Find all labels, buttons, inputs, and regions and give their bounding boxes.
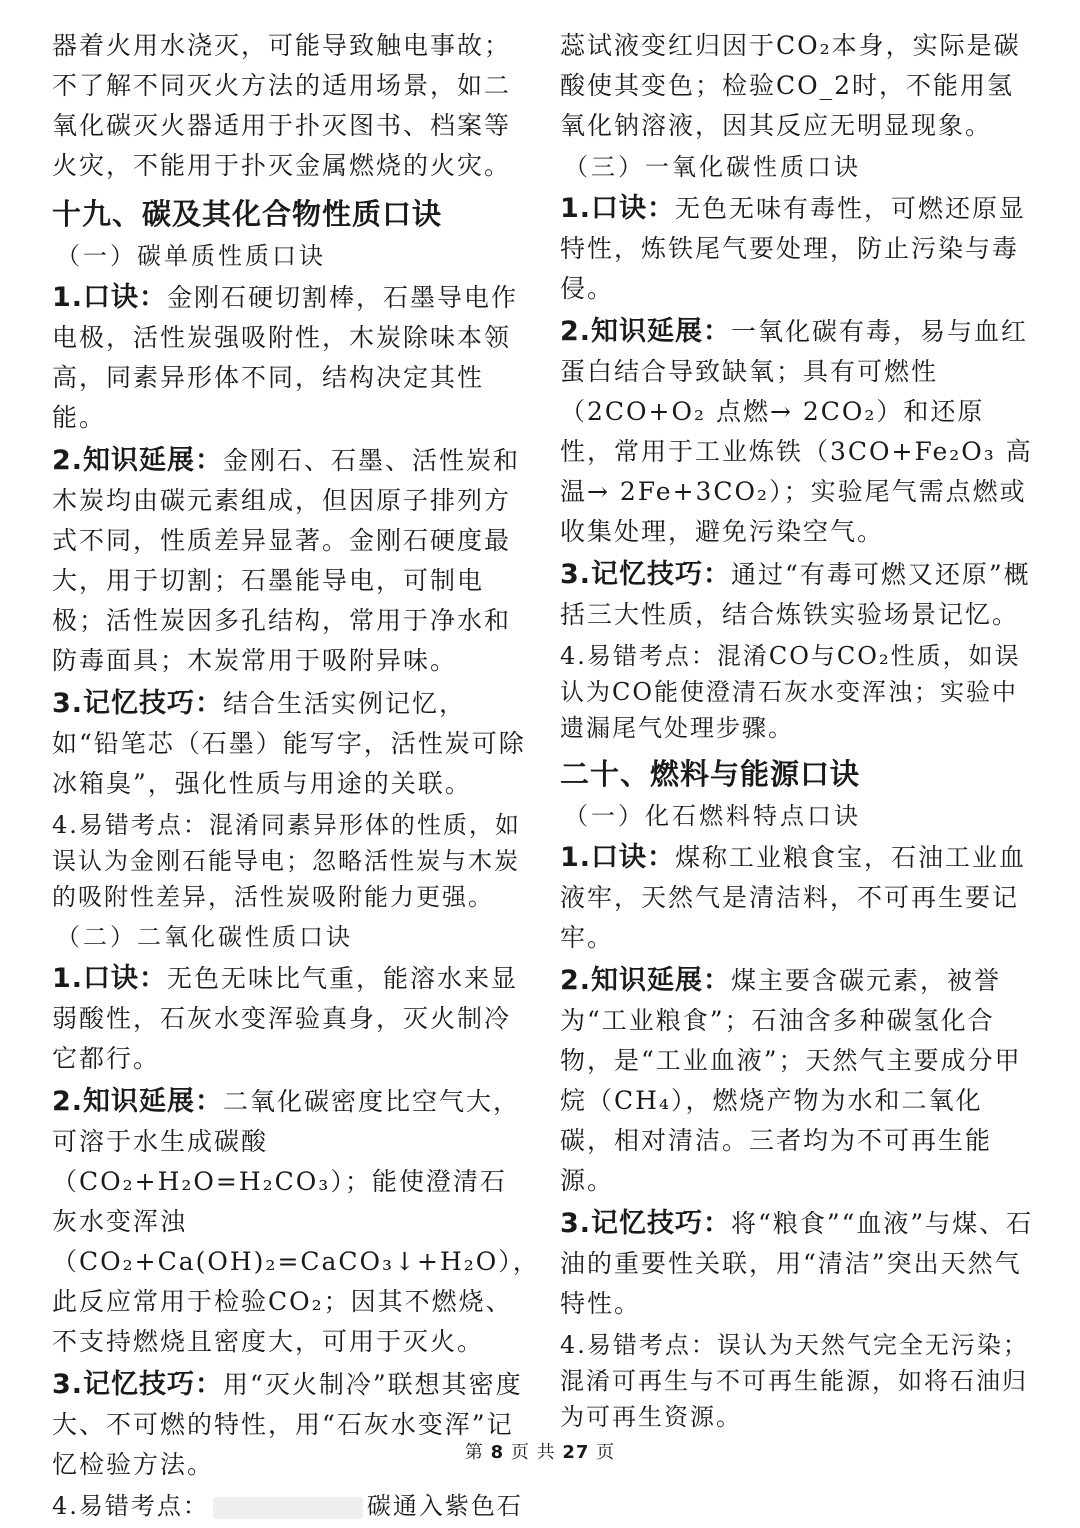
right-column [560,26,1036,1439]
memory-tip-paragraph [560,1204,1036,1324]
mnemonic-text: 煤称工业粮食宝，石油工业血液牢，天然气是清洁料，不可再生要记牢。 [560,843,1027,952]
knowledge-label: 2.知识延展： [560,316,732,347]
redacted-text [213,1497,363,1519]
memory-tip-paragraph [560,555,1036,635]
mnemonic-label: 1.口诀： [52,282,168,313]
memory-tip-text: 通过“有毒可燃又还原”概括三大性质，结合炼铁实验场景记忆。 [560,560,1031,629]
section-title: 二十、燃料与能源口诀 [560,757,861,791]
knowledge-text: 金刚石、石墨、活性炭和木炭均由碳元素组成，但因原子排列方式不同，性质差异显著。金刚石硬度最大，用于切割；石墨能导电，可制电极；活性炭因多孔结构，常用于净水和防毒面具；木炭常用于吸附异味。 [52,446,521,675]
subsection-title: （二）二氧化碳性质口诀 [56,923,353,951]
mnemonic-text: 无色无味比气重，能溶水来显弱酸性，石灰水变浑验真身，灭火制冷它都行。 [52,964,519,1073]
pitfall-paragraph: 4.易错考点：误认为天然气完全无污染；混淆可再生与不可再生能源，如将石油归为可再生资源。 [560,1331,1029,1431]
knowledge-paragraph [560,312,1036,552]
mnemonic-label: 1.口诀： [52,963,168,994]
footer-middle: 页 共 [510,1442,556,1463]
mnemonic-paragraph [560,838,1036,958]
pitfall-label: 4.易错考点： [52,1492,209,1520]
mnemonic-text: 金刚石硬切割棒，石墨导电作电极，活性炭强吸附性，木炭除味本领高，同素异形体不同，结构决定其性能。 [52,283,519,432]
memory-tip-text: 用“灭火制冷”联想其密度大、不可燃的特性，用“石灰水变浑”记忆检验方法。 [52,1370,523,1479]
memory-tip-paragraph [52,1365,528,1485]
knowledge-label: 2.知识延展： [52,1086,224,1117]
knowledge-paragraph [52,441,528,681]
memory-tip-label: 3.记忆技巧： [52,1369,224,1400]
knowledge-paragraph [560,961,1036,1201]
memory-tip-paragraph [52,684,528,804]
pitfall-paragraph: 4.易错考点：混淆CO与CO₂性质，如误认为CO能使澄清石灰水变浑浊；实验中遗漏尾气处理步骤。 [560,642,1021,742]
mnemonic-paragraph [560,189,1036,309]
knowledge-text: 二氧化碳密度比空气大，可溶于水生成碳酸（CO₂+H₂O=H₂CO₃）；能使澄清石灰水变浑浊（CO₂+Ca(OH)₂=CaCO₃↓+H₂O），此反应常用于检验CO₂；因其不燃烧、不支持燃烧且密度大，可用于灭火。 [52,1087,540,1356]
footer-suffix: 页 [596,1442,616,1463]
mnemonic-label: 1.口诀： [560,842,676,873]
subsection-title: （一）化石燃料特点口诀 [564,802,861,830]
mnemonic-paragraph [52,959,528,1079]
section-title: 十九、碳及其化合物性质口诀 [52,197,443,231]
carry-over-paragraph: 蕊试液变红归因于CO₂本身，实际是碳酸使其变色；检验CO_2时，不能用氢氧化钠溶液，因其反应无明显现象。 [560,31,1021,140]
page-footer [0,1438,1080,1464]
memory-tip-text: 结合生活实例记忆，如“铅笔芯（石墨）能写字，活性炭可除冰箱臭”，强化性质与用途的关联。 [52,689,526,798]
memory-tip-label: 3.记忆技巧： [560,559,732,590]
mnemonic-label: 1.口诀： [560,193,676,224]
mnemonic-paragraph [52,278,528,438]
total-page-count: 27 [562,1442,590,1463]
knowledge-label: 2.知识延展： [560,965,732,996]
memory-tip-text: 将“粮食”“血液”与煤、石油的重要性关联，用“清洁”突出天然气特性。 [560,1209,1034,1318]
pitfall-text: 碳通入紫色石 [366,1492,523,1520]
subsection-title: （一）碳单质性质口诀 [56,242,326,270]
mnemonic-text: 无色无味有毒性，可燃还原显特性，炼铁尾气要处理，防止污染与毒侵。 [560,194,1027,303]
knowledge-paragraph [52,1082,540,1362]
knowledge-label: 2.知识延展： [52,445,224,476]
knowledge-text: 一氧化碳有毒，易与血红蛋白结合导致缺氧；具有可燃性（2CO+O₂ 点燃→ 2CO₂）和还原性，常用于工业炼铁（3CO+Fe₂O₃ 高温→ 2Fe+3CO₂）；实验尾气需点燃或收集处理，避免污染空气。 [560,317,1033,546]
subsection-title: （三）一氧化碳性质口诀 [564,153,861,181]
memory-tip-label: 3.记忆技巧： [560,1208,732,1239]
pitfall-paragraph [52,1488,528,1524]
footer-prefix: 第 [464,1442,484,1463]
knowledge-text: 煤主要含碳元素，被誉为“工业粮食”；石油含多种碳氢化合物，是“工业血液”；天然气主要成分甲烷（CH₄），燃烧产物为水和二氧化碳，相对清洁。三者均为不可再生能源。 [560,966,1022,1195]
pitfall-paragraph: 4.易错考点：混淆同素异形体的性质，如误认为金刚石能导电；忽略活性炭与木炭的吸附性差异，活性炭吸附能力更强。 [52,811,521,911]
carry-over-paragraph: 器着火用水浇灭，可能导致触电事故；不了解不同灭火方法的适用场景，如二氧化碳灭火器适用于扑灭图书、档案等火灾，不能用于扑灭金属燃烧的火灾。 [52,31,512,180]
memory-tip-label: 3.记忆技巧： [52,688,224,719]
current-page-number: 8 [490,1442,505,1463]
